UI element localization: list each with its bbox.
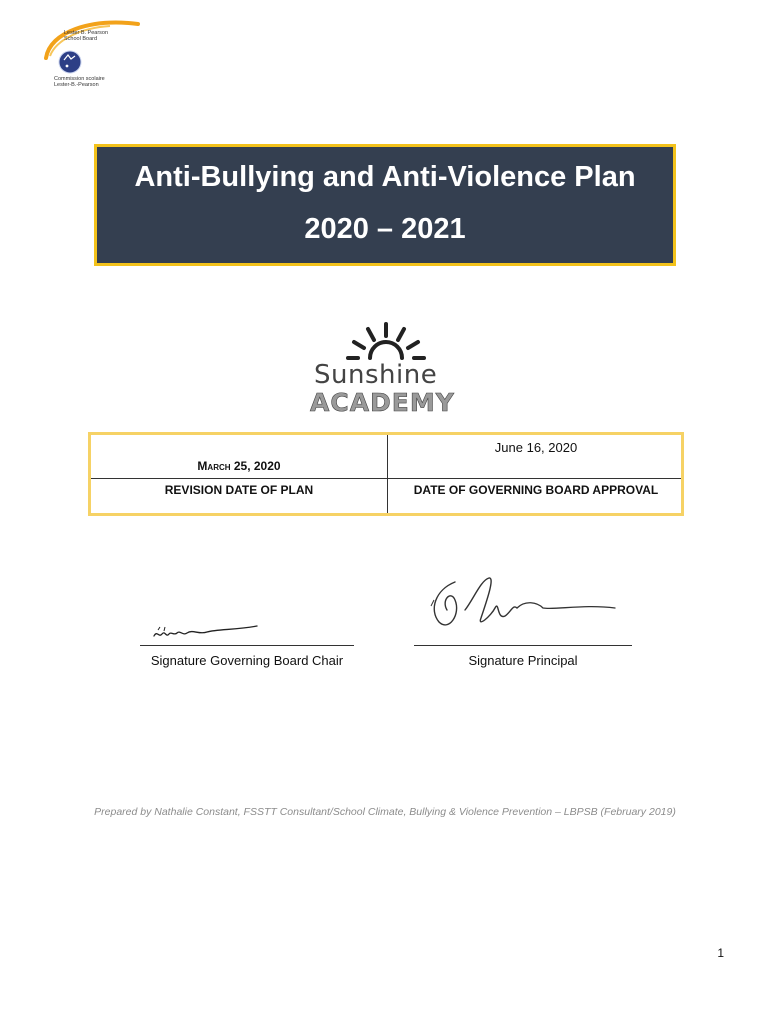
- school-name-line2: ACADEMY: [310, 388, 455, 417]
- title-banner: [94, 144, 676, 266]
- page-title: Anti-Bullying and Anti-Violence Plan: [134, 161, 636, 193]
- approval-date-value: June 16, 2020: [494, 440, 578, 455]
- revision-date-label: REVISION DATE OF PLAN: [164, 483, 314, 497]
- chair-signature-icon: [150, 622, 280, 644]
- principal-signature-label: Signature Principal: [468, 653, 578, 668]
- page-number: 1: [717, 946, 724, 960]
- dates-table: [88, 432, 684, 516]
- principal-signature-icon: [425, 570, 625, 640]
- revision-date-value: March 25, 2020: [197, 459, 281, 473]
- board-name-en: Lester B. Pearson School Board: [64, 30, 109, 42]
- table-divider-horizontal: [91, 478, 681, 479]
- school-logo: [300, 320, 470, 420]
- chair-signature-line: [140, 645, 354, 646]
- chair-signature-label: Signature Governing Board Chair: [150, 653, 344, 668]
- board-logo: [40, 14, 150, 94]
- prepared-by-note: Prepared by Nathalie Constant, FSSTT Consultant/School Climate, Bullying & Violence Prevention – LBPSB (February 2019): [94, 806, 676, 818]
- principal-signature-line: [414, 645, 632, 646]
- approval-date-label: DATE OF GOVERNING BOARD APPROVAL: [413, 483, 659, 497]
- school-name-line1: Sunshine: [314, 360, 438, 390]
- board-name-fr: Commission scolaire Lester-B.-Pearson: [54, 76, 105, 88]
- page-subtitle-years: 2020 – 2021: [304, 213, 466, 245]
